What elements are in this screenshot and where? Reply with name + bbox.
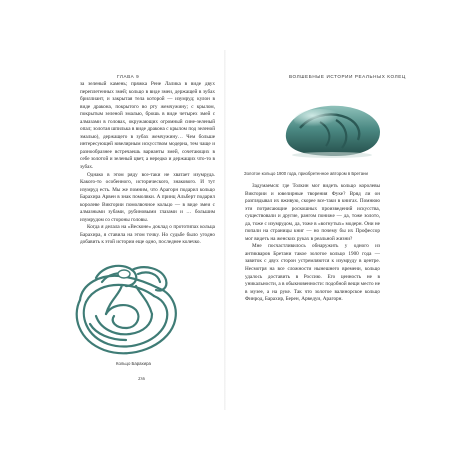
left-body-text	[80, 81, 215, 247]
gold-ring-photo	[280, 98, 384, 160]
barahir-ring-illustration	[66, 254, 184, 358]
page-number: 236	[138, 376, 145, 381]
left-figure-caption: Кольцо Барахира	[116, 361, 151, 366]
right-body-text	[245, 183, 380, 304]
right-paragraph-1: Задумаемся: где Толкин мог видеть кольцо королевы Виктории и ювелирные творения Фуке? Вряд ли он разглядывал их вживую, скорее все-таки в книгах. Помнюю эти потрясающие роскошных произведений искусства, существовали и другие, рангом пониже — да, тоже золото, да, тоже с изумрудом, да, тоже в «вогнутых» модерн. Они не попали на страницы книг — но почему бы их Профессор мог видеть на женских руках в реальной жизни?	[245, 183, 380, 242]
left-paragraph-2: Однако в этом ряду все-таки не хватает изумруда. Какого-то особенного, исторического, знакового. И тут изумруд есть. Мы же помним, что Арагорн подарил кольцо Барахира Арвен в знак помолвки. А принц Альберт подарил королеве Виктории помолвочное кольцо — в виде змеи с алмазными зубами, рубиновыми глазами и … большим изумрудом со стороны головы.	[80, 171, 215, 223]
right-running-head: ВОЛШЕБНЫЕ ИСТОРИИ РЕАЛЬНЫХ КОЛЕЦ	[289, 74, 406, 79]
left-running-head: ГЛАВА 9	[117, 74, 140, 79]
book-gutter	[224, 50, 226, 410]
left-paragraph-1: за зеленый камень; пряжка Рене Лалика в виде двух переплетенных змей; кольцо в виде змеи, держащей в зубах бриллиант, и закрытая тела которой — изумруд; кулон в виде дракона, покрытого во рту жемчужину; с крылом, покрытым зеленой эмалью, брошь в виде четырех змей с алмазами в головах, окружающих огромный сине-зеленый опал; золотая шпилька в виде дракона с крылом под зеленой эмалью), держащего в зубах жемчужину… Чем больше интересующей ювелирным искусством модерна, тем чаще и разнообразнее встречаешь варианты змей, сочетающих в себе золотой и зеленый цвет, а нередко и держащих что-то в зубах.	[80, 81, 215, 171]
right-paragraph-2: Мне посчастливилось обнаружить у одного из антикваров Бретани такое золотое кольцо 1900 года — завиток с двух сторон устремляются к изумруду в центре. Несмотря на все сложности нынешнего времени, кольцо удалось доставить в Россию. Его ценность не в уникальности, а в обыкновенности: подобной вещи место не в музее, а на руке. Так что золотое валинорское кольцо Финрод, Барахир, Берен, Арведуи, Арагорн.	[245, 243, 380, 303]
right-figure-caption: Золотое кольцо 1900 года, приобретенное автором в Бретани	[244, 171, 368, 176]
left-paragraph-3: Когда я делала на «Весконе» доклад о прототипах кольца Барахира, я ставила на этом точку. Но судьбе было угодно добавить к этой истории еще одно, последнее колечко.	[80, 224, 215, 246]
